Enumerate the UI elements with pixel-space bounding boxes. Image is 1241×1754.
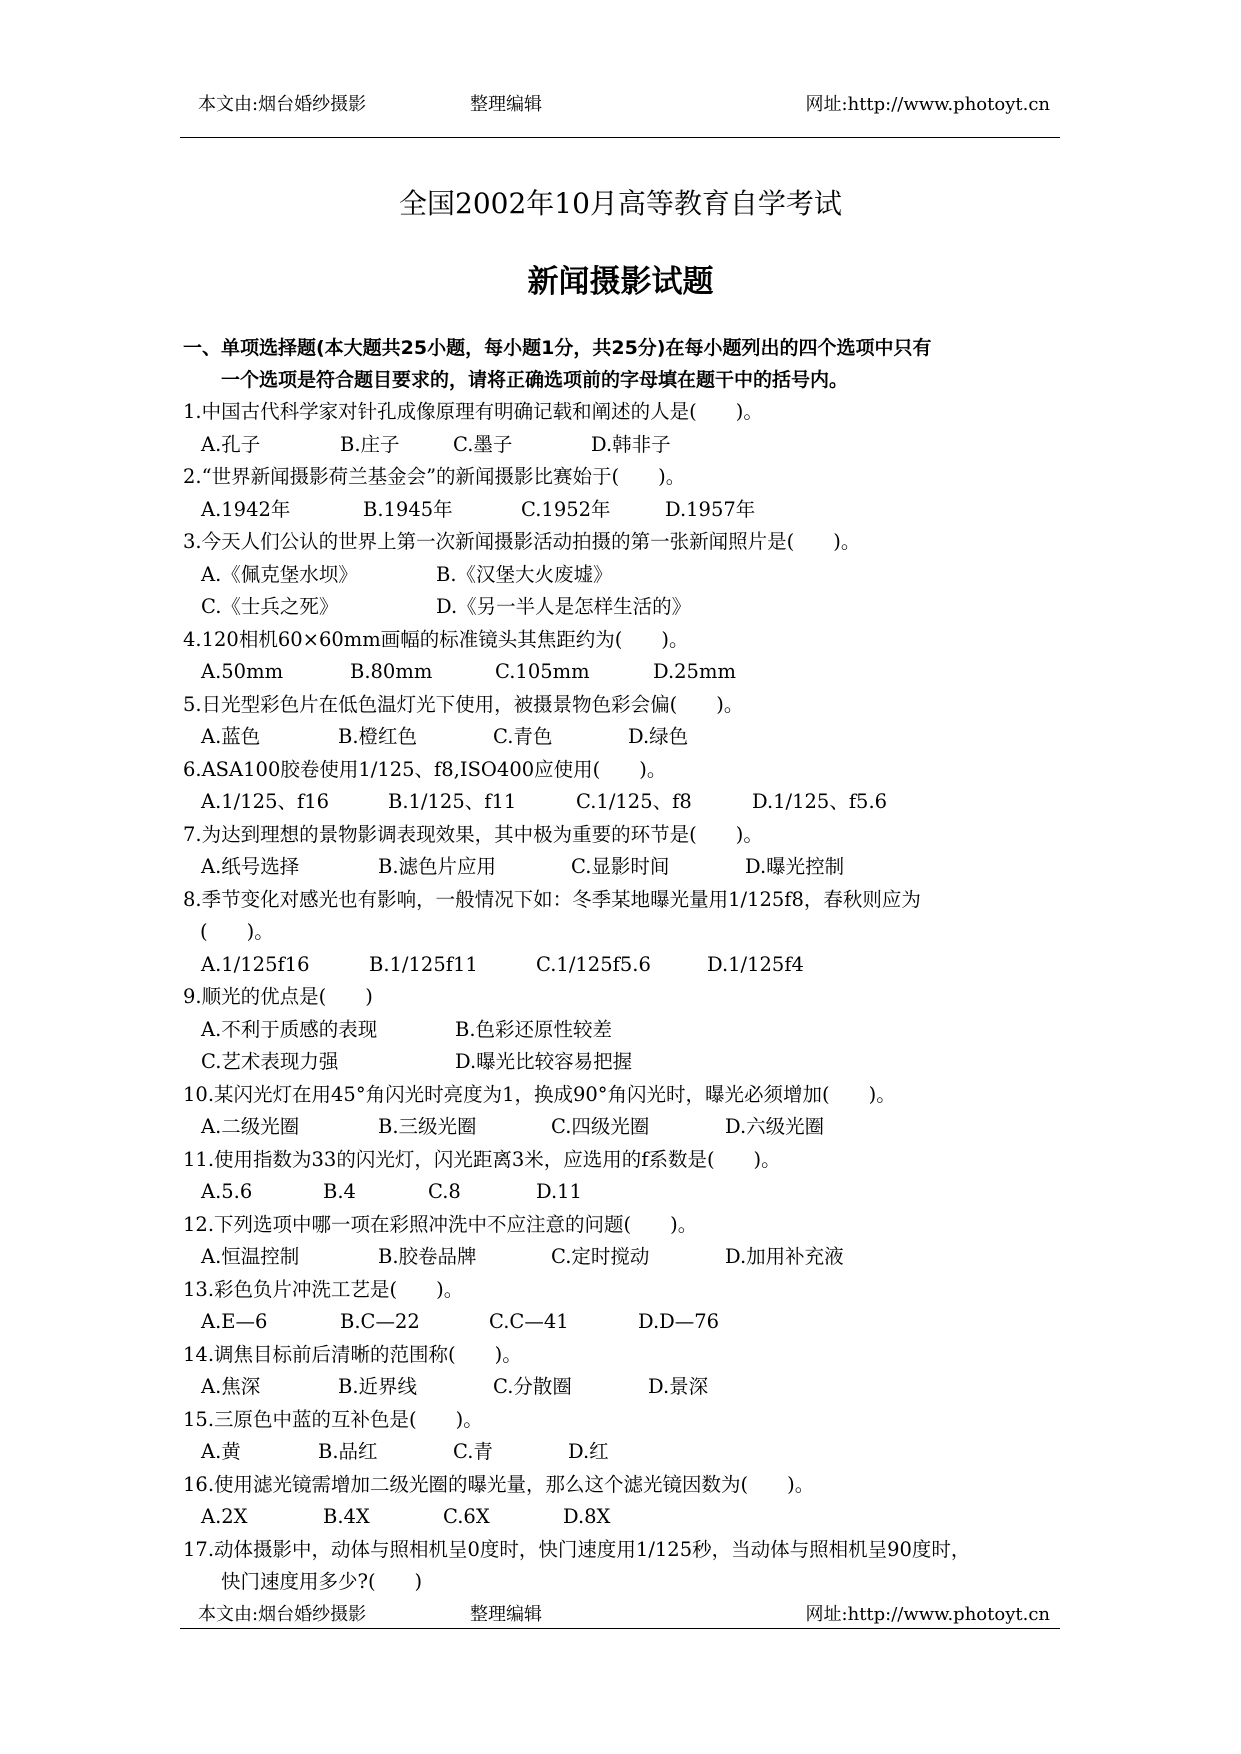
option: A.二级光圈	[201, 1115, 300, 1138]
option: B.滤色片应用	[378, 855, 497, 878]
option: C.艺术表现力强	[201, 1050, 339, 1073]
option: A.孔子	[201, 432, 261, 456]
question-stem: 13.彩色负片冲洗工艺是( )。	[183, 1277, 464, 1301]
question-stem: 3.今天人们公认的世界上第一次新闻摄影活动拍摄的第一张新闻照片是( )。	[183, 530, 861, 553]
option: B.1945年	[363, 497, 453, 521]
footer-rule	[180, 1628, 1060, 1629]
option: D.1/125、f5.6	[752, 790, 888, 813]
question-stem-continued: 快门速度用多少?( )	[221, 1570, 423, 1593]
options-row	[183, 1046, 1063, 1079]
option: B.1/125、f11	[388, 790, 517, 813]
question-stem: 8.季节变化对感光也有影响，一般情况下如：冬季某地曝光量用1/125f8，春秋则应为	[183, 887, 921, 911]
option: A.E—6	[201, 1310, 268, 1333]
question-stem: 16.使用滤光镜需增加二级光圈的曝光量，那么这个滤光镜因数为( )。	[183, 1472, 815, 1496]
footer-source: 本文由:烟台婚纱摄影	[198, 1604, 367, 1625]
page-header	[180, 90, 1060, 130]
option: C.墨子	[453, 432, 513, 456]
question-stem: 14.调焦目标前后清晰的范围称( )。	[183, 1342, 522, 1366]
option: A.蓝色	[201, 725, 261, 748]
option: D.曝光控制	[745, 855, 845, 878]
option: B.1/125f11	[369, 952, 478, 976]
option: C.1952年	[521, 497, 611, 521]
option: C.《士兵之死》	[201, 595, 339, 618]
option: A.1942年	[201, 497, 291, 521]
options-row	[183, 949, 1063, 982]
question-stem: 7.为达到理想的景物影调表现效果，其中极为重要的环节是( )。	[183, 822, 763, 846]
option: D.1/125f4	[707, 952, 804, 976]
option: B.4X	[323, 1505, 370, 1528]
option: A.《佩克堡水坝》	[201, 562, 358, 586]
option: C.显影时间	[571, 855, 670, 878]
option: B.品红	[318, 1440, 378, 1463]
option: D.曝光比较容易把握	[455, 1050, 633, 1073]
options-row	[183, 851, 1063, 884]
option: D.8X	[563, 1505, 611, 1528]
option: C.分散圈	[493, 1375, 572, 1398]
question-stem: 6.ASA100胶卷使用1/125、f8,ISO400应使用( )。	[183, 757, 667, 781]
options-row	[183, 1014, 1063, 1047]
option: B.橙红色	[338, 725, 418, 748]
page-footer	[180, 1600, 1060, 1640]
option: D.1957年	[665, 497, 756, 521]
options-row	[183, 494, 1063, 527]
option: A.恒温控制	[201, 1245, 300, 1268]
option: B.近界线	[338, 1375, 418, 1398]
option: C.105mm	[495, 660, 590, 683]
option: B.C—22	[340, 1310, 420, 1333]
section-heading-line2: 一个选项是符合题目要求的，请将正确选项前的字母填在题干中的括号内。	[221, 369, 849, 391]
question-stem: 11.使用指数为33的闪光灯，闪光距离3米，应选用的f系数是( )。	[183, 1147, 781, 1171]
option: C.6X	[443, 1505, 490, 1528]
option: A.5.6	[201, 1180, 253, 1203]
option: C.1/125f5.6	[536, 952, 651, 976]
option: B.三级光圈	[378, 1115, 477, 1138]
option: A.1/125f16	[201, 952, 310, 976]
question-stem: 12.下列选项中哪一项在彩照冲洗中不应注意的问题( )。	[183, 1212, 698, 1236]
option: D.六级光圈	[725, 1115, 825, 1138]
options-row	[183, 559, 1063, 592]
paper-title: 新闻摄影试题	[527, 264, 714, 300]
exam-title: 全国2002年10月高等教育自学考试	[399, 187, 842, 220]
question-stem: 2.“世界新闻摄影荷兰基金会”的新闻摄影比赛始于( )。	[183, 465, 686, 488]
options-row	[183, 591, 1063, 624]
question-stem: 9.顺光的优点是( )	[183, 985, 373, 1008]
section-heading-line1: 一、单项选择题(本大题共25小题，每小题1分，共25分)在每小题列出的四个选项中只有	[183, 337, 932, 359]
question-stem: 1.中国古代科学家对针孔成像原理有明确记载和阐述的人是( )。	[183, 400, 763, 423]
header-editor: 整理编辑	[470, 94, 542, 115]
options-row	[183, 656, 1063, 689]
option: D.25mm	[653, 660, 736, 683]
option: A.不利于质感的表现	[201, 1017, 378, 1041]
options-row	[183, 1501, 1063, 1534]
option: D.绿色	[628, 725, 689, 748]
question-stem: 5.日光型彩色片在低色温灯光下使用，被摄景物色彩会偏( )。	[183, 692, 744, 716]
question-stem: 15.三原色中蓝的互补色是( )。	[183, 1407, 483, 1431]
option: A.1/125、f16	[201, 790, 330, 813]
option: C.1/125、f8	[576, 790, 692, 813]
options-row	[183, 1111, 1063, 1144]
option: A.焦深	[201, 1375, 261, 1398]
option: A.2X	[201, 1505, 248, 1528]
options-row	[183, 1241, 1063, 1274]
header-source: 本文由:烟台婚纱摄影	[198, 94, 367, 115]
option: A.50mm	[201, 660, 284, 683]
header-url: 网址:http://www.photoyt.cn	[805, 94, 1050, 115]
footer-url: 网址:http://www.photoyt.cn	[805, 1604, 1050, 1625]
option: C.C—41	[489, 1310, 569, 1333]
option: D.韩非子	[591, 432, 671, 456]
option: D.景深	[648, 1375, 709, 1398]
question-stem: 10.某闪光灯在用45°角闪光时亮度为1，换成90°角闪光时，曝光必须增加( )。	[183, 1082, 896, 1106]
option: B.80mm	[350, 660, 433, 683]
option: C.青色	[493, 725, 553, 748]
section-heading	[183, 332, 1063, 396]
option: C.8	[428, 1180, 461, 1203]
option: D.红	[568, 1440, 609, 1463]
options-row	[183, 721, 1063, 754]
option: D.《另一半人是怎样生活的》	[436, 595, 692, 618]
option: B.《汉堡大火废墟》	[436, 562, 613, 586]
options-row	[183, 1306, 1063, 1339]
options-row	[183, 1176, 1063, 1209]
question-stem: 17.动体摄影中，动体与照相机呈0度时，快门速度用1/125秒，当动体与照相机呈90度时，	[183, 1537, 971, 1561]
footer-editor: 整理编辑	[470, 1604, 542, 1625]
option: B.庄子	[340, 432, 400, 456]
option: D.D—76	[638, 1310, 720, 1333]
question-list	[183, 396, 1063, 1599]
question-stem: 4.120相机60×60mm画幅的标准镜头其焦距约为( )。	[183, 627, 689, 651]
option: A.纸号选择	[201, 855, 300, 878]
options-row	[183, 429, 1063, 462]
option: A.黄	[201, 1440, 241, 1463]
option: B.胶卷品牌	[378, 1245, 477, 1268]
option: C.定时搅动	[551, 1245, 650, 1268]
options-row	[183, 1371, 1063, 1404]
header-rule	[180, 137, 1060, 138]
option: C.青	[453, 1440, 493, 1463]
option: C.四级光圈	[551, 1115, 650, 1138]
option: B.色彩还原性较差	[455, 1017, 613, 1041]
option: D.11	[536, 1180, 582, 1203]
options-row	[183, 1436, 1063, 1469]
option: D.加用补充液	[725, 1245, 844, 1268]
options-row	[183, 786, 1063, 819]
question-stem-continued: ( )。	[200, 920, 274, 943]
option: B.4	[323, 1180, 356, 1203]
